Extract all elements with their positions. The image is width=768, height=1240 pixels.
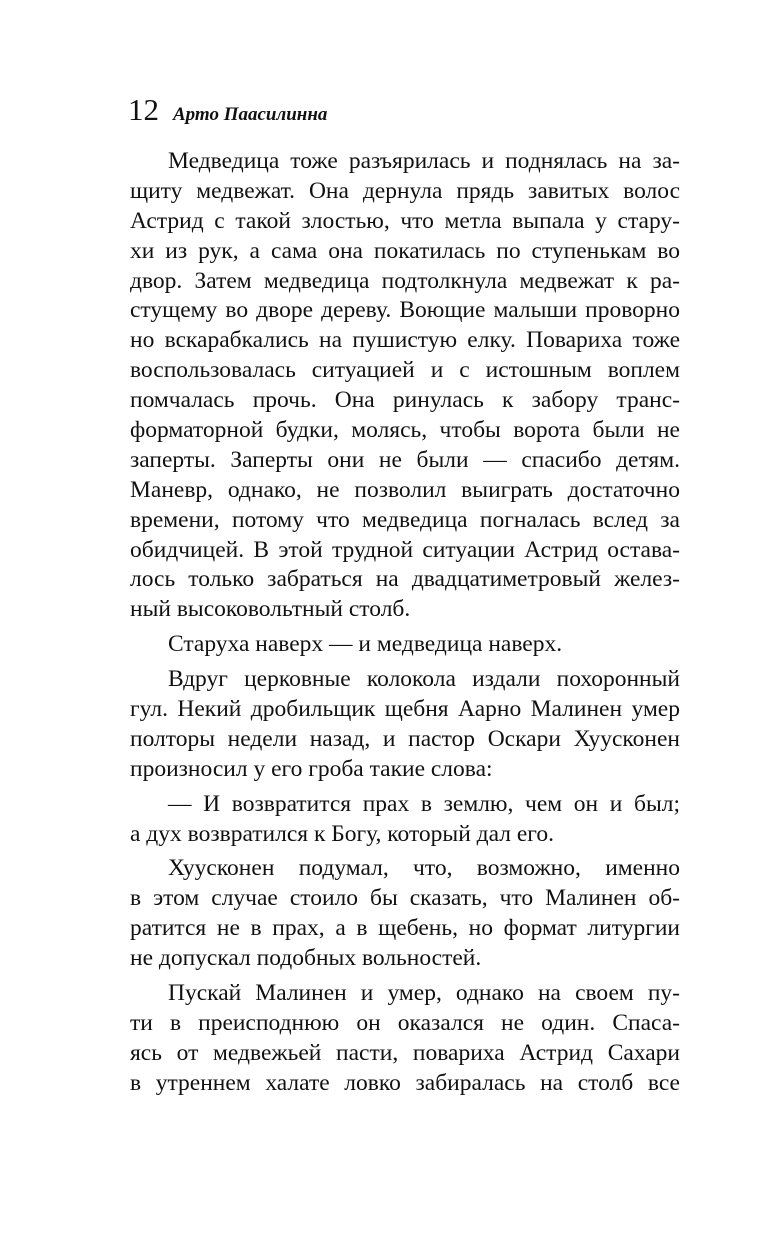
text-line: щиту медвежат. Она дернула прядь завитых волос [130, 177, 680, 204]
text-line: ратится не в прах, а в щебень, но формат литургии [130, 915, 680, 942]
text-line: обидчицей. В этой трудной ситуации Астрид остава- [130, 536, 680, 563]
page-number: 12 [128, 92, 159, 127]
body-text [130, 147, 680, 1099]
text-line: Астрид с такой злостью, что метла выпала у стару- [130, 207, 680, 234]
text-line: заперты. Заперты они не были — спасибо детям. [130, 446, 680, 473]
text-line: а дух возвратился к Богу, который дал его. [130, 820, 554, 847]
text-line: ти в преисподнюю он оказался не один. Спаса- [130, 1009, 680, 1036]
text-line: но вскарабкались на пушистую елку. Повариха тоже [130, 327, 680, 354]
text-line: Старуха наверх — и медведица наверх. [168, 631, 563, 658]
running-head-author: Арто Паасилинна [173, 104, 328, 125]
text-line: Маневр, однако, не позволил выиграть достаточно [130, 476, 680, 503]
text-line: воспользовалась ситуацией и с истошным воплем [130, 357, 680, 384]
text-line: в этом случае стоило бы сказать, что Малинен об- [130, 885, 680, 912]
text-line: не допускал подобных вольностей. [130, 945, 482, 972]
text-line: полторы недели назад, и пастор Оскари Хуусконен [130, 725, 680, 752]
text-line: времени, потому что медведица погналась вслед за [130, 506, 680, 533]
text-line: стущему во дворе дереву. Воющие малыши проворно [130, 297, 680, 324]
text-line: в утреннем халате ловко забиралась на столб все [130, 1069, 680, 1096]
page-header [128, 92, 327, 132]
text-line: гул. Некий дробильщик щебня Аарно Малинен умер [130, 696, 680, 723]
text-line: — И возвратится прах в землю, чем он и был; [168, 790, 680, 817]
text-line: лось только забраться на двадцатиметровый желез- [130, 566, 680, 593]
text-line: двор. Затем медведица подтолкнула медвежат к ра- [130, 267, 680, 294]
text-line: Пускай Малинен и умер, однако на своем пу- [168, 980, 680, 1007]
text-line: Медведица тоже разъярилась и поднялась на за- [168, 148, 680, 174]
text-line: помчалась прочь. Она ринулась к забору транс- [130, 387, 680, 414]
text-line: форматорной будки, молясь, чтобы ворота были не [130, 417, 680, 444]
text-line: ясь от медвежьей пасти, повариха Астрид Сахари [130, 1039, 680, 1066]
text-line: ный высоковольтный столб. [130, 596, 411, 623]
text-line: Хуусконен подумал, что, возможно, именно [168, 855, 680, 882]
text-line: хи из рук, а сама она покатилась по ступенькам во [130, 237, 680, 264]
text-line: Вдруг церковные колокола издали похоронный [168, 666, 680, 693]
text-line: произносил у его гроба такие слова: [130, 755, 493, 782]
